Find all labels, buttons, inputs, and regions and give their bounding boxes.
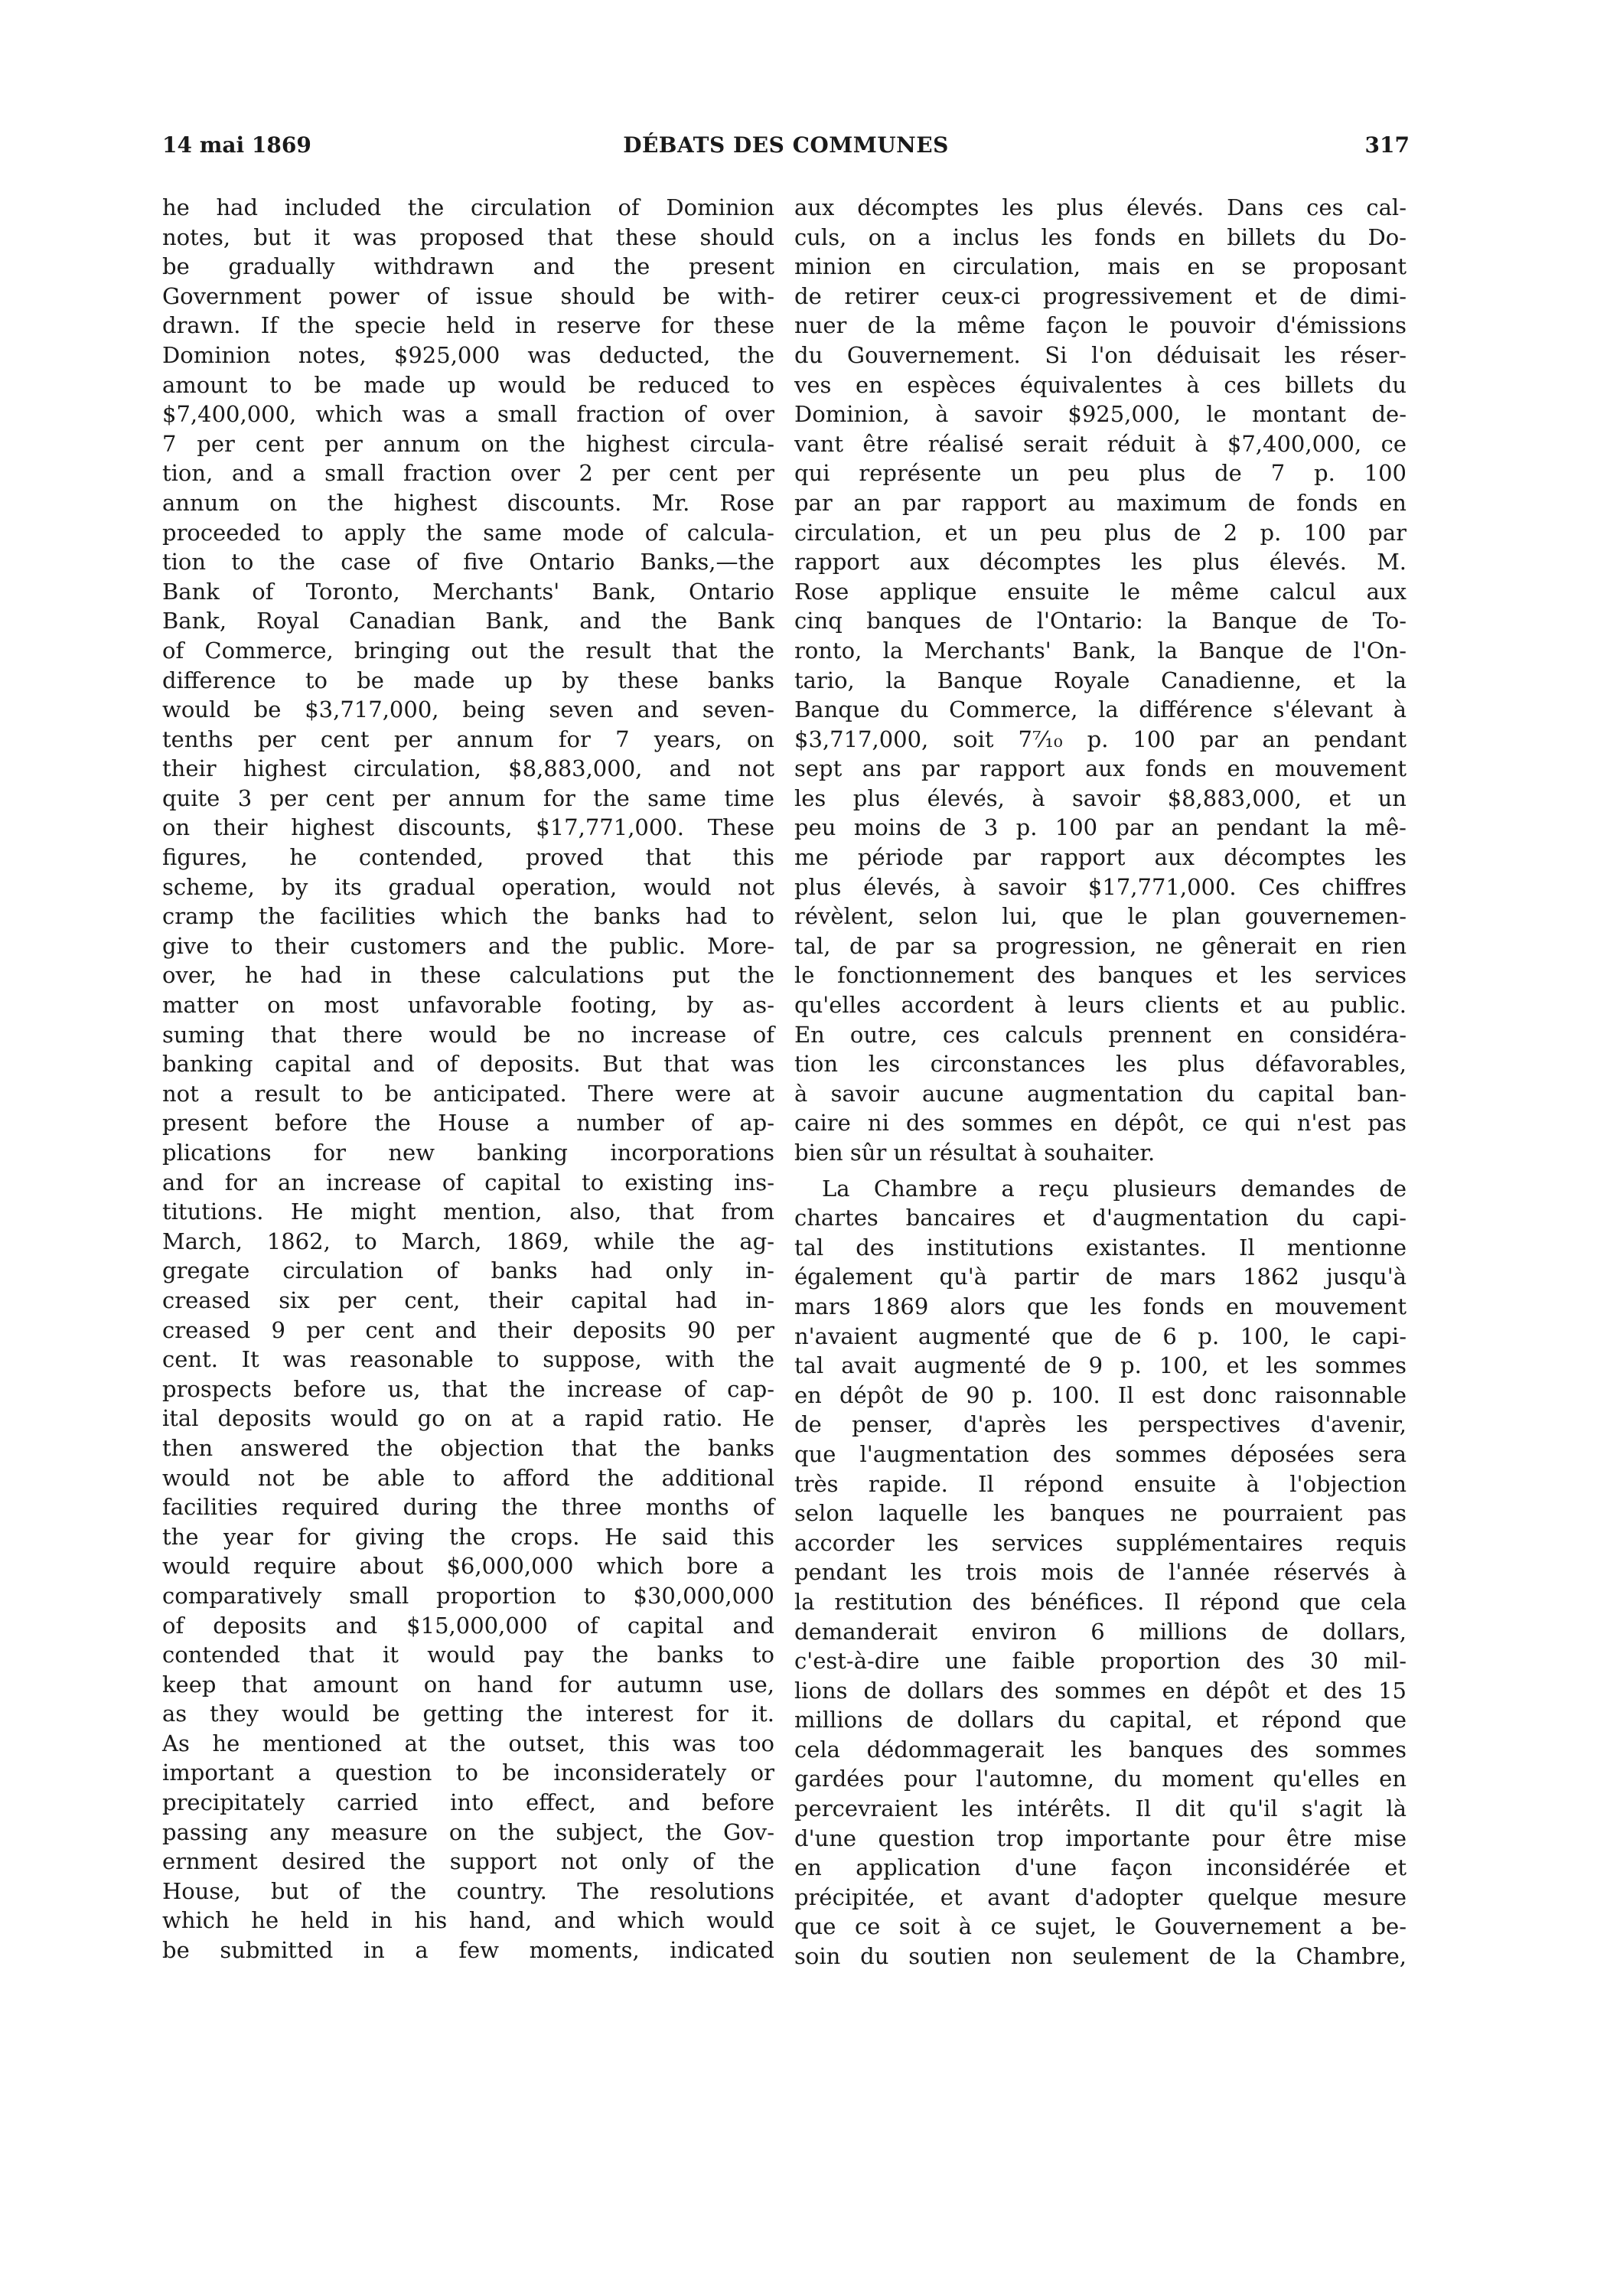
french-text-line: les plus élevés, à savoir $8,883,000, et un bbox=[794, 784, 1407, 811]
english-text-line: passing any measure on the subject, the Gov- bbox=[162, 1818, 774, 1845]
english-text-line: notes, but it was proposed that these should bbox=[162, 223, 774, 250]
english-text-line: would require about $6,000,000 which bore a bbox=[162, 1553, 774, 1580]
english-text-line: as they would be getting the interest for it. bbox=[162, 1701, 774, 1727]
french-text-line: $3,717,000, soit 7⁷⁄₁₀ p. 100 par an pendant bbox=[794, 726, 1407, 752]
french-text-line: la restitution des bénéfices. Il répond que cela bbox=[794, 1588, 1407, 1615]
french-text-line: ronto, la Merchants' Bank, la Banque de l'On- bbox=[794, 637, 1407, 664]
english-text-line: of deposits and $15,000,000 of capital and bbox=[162, 1612, 774, 1639]
english-text-line: Dominion notes, $925,000 was deducted, the bbox=[162, 341, 774, 368]
french-text-line: le fonctionnement des banques et les services bbox=[794, 962, 1407, 989]
english-text-line: banking capital and of deposits. But that was bbox=[162, 1051, 774, 1078]
english-text-line: comparatively small proportion to $30,000,000 bbox=[162, 1582, 774, 1609]
english-text-line: tenths per cent per annum for 7 years, on bbox=[162, 726, 774, 752]
french-text-line: soin du soutien non seulement de la Chambre, bbox=[794, 1943, 1407, 1970]
english-text-line: Bank, Royal Canadian Bank, and the Bank bbox=[162, 608, 774, 634]
english-text-line: titutions. He might mention, also, that from bbox=[162, 1199, 774, 1225]
english-text-line: of Commerce, bringing out the result that the bbox=[162, 637, 774, 664]
french-text-line: que l'augmentation des sommes déposées sera bbox=[794, 1440, 1407, 1467]
english-text-line: and for an increase of capital to existing ins- bbox=[162, 1169, 774, 1195]
french-text-line: aux décomptes les plus élevés. Dans ces cal- bbox=[794, 194, 1407, 220]
french-text-line: percevraient les intérêts. Il dit qu'il s'agit là bbox=[794, 1795, 1407, 1822]
english-text-line: 7 per cent per annum on the highest circula- bbox=[162, 430, 774, 457]
english-text-line: Bank of Toronto, Merchants' Bank, Ontario bbox=[162, 578, 774, 605]
page-date: 14 mai 1869 bbox=[162, 132, 311, 158]
english-text-line: which he held in his hand, and which would bbox=[162, 1907, 774, 1934]
french-text-line: du Gouvernement. Si l'on déduisait les réser- bbox=[794, 341, 1407, 368]
english-text-line: scheme, by its gradual operation, would not bbox=[162, 873, 774, 900]
french-text-line: précipitée, et avant d'adopter quelque mesure bbox=[794, 1883, 1407, 1910]
page-number: 317 bbox=[1364, 132, 1410, 158]
english-text-line: cent. It was reasonable to suppose, with the bbox=[162, 1346, 774, 1373]
french-text-line: sept ans par rapport aux fonds en mouvement bbox=[794, 755, 1407, 782]
english-text-line: prospects before us, that the increase of cap- bbox=[162, 1375, 774, 1402]
english-text-line: suming that there would be no increase of bbox=[162, 1021, 774, 1048]
english-text-line: contended that it would pay the banks to bbox=[162, 1642, 774, 1668]
french-text-line: peu moins de 3 p. 100 par an pendant la mê- bbox=[794, 814, 1407, 841]
french-text-line: tal des institutions existantes. Il mentionne bbox=[794, 1234, 1407, 1261]
english-text-line: tion, and a small fraction over 2 per cent per bbox=[162, 460, 774, 487]
english-text-line: over, he had in these calculations put the bbox=[162, 962, 774, 989]
english-text-line: give to their customers and the public. More- bbox=[162, 932, 774, 959]
french-text-line: caire ni des sommes en dépôt, ce qui n'est pas bbox=[794, 1110, 1407, 1137]
english-text-line: creased 9 per cent and their deposits 90 per bbox=[162, 1316, 774, 1343]
french-text-line: gardées pour l'automne, du moment qu'elles en bbox=[794, 1766, 1407, 1792]
french-text-line: plus élevés, à savoir $17,771,000. Ces chiffres bbox=[794, 873, 1407, 900]
french-text-line: également qu'à partir de mars 1862 jusqu'à bbox=[794, 1264, 1407, 1290]
english-text-line: plications for new banking incorporations bbox=[162, 1140, 774, 1166]
english-text-line: ernment desired the support not only of the bbox=[162, 1848, 774, 1875]
french-text-line: à savoir aucune augmentation du capital ban- bbox=[794, 1080, 1407, 1107]
french-text-line: par an par rapport au maximum de fonds en bbox=[794, 489, 1407, 516]
french-text-line: qui représente un peu plus de 7 p. 100 bbox=[794, 460, 1407, 487]
english-text-line: amount to be made up would be reduced to bbox=[162, 371, 774, 398]
french-text-line: très rapide. Il répond ensuite à l'objection bbox=[794, 1470, 1407, 1497]
english-text-line: tion to the case of five Ontario Banks,—the bbox=[162, 549, 774, 576]
french-text-line: de retirer ceux-ci progressivement et de dimi- bbox=[794, 282, 1407, 309]
english-column bbox=[162, 193, 774, 1965]
english-text-line: drawn. If the specie held in reserve for these bbox=[162, 312, 774, 339]
english-text-line: important a question to be inconsiderately or bbox=[162, 1760, 774, 1786]
english-text-line: then answered the objection that the banks bbox=[162, 1434, 774, 1461]
french-text-line: Banque du Commerce, la différence s'élevant à bbox=[794, 696, 1407, 723]
english-text-line: gregate circulation of banks had only in- bbox=[162, 1257, 774, 1284]
paragraph-gap bbox=[794, 1168, 1407, 1174]
french-text-line: qu'elles accordent à leurs clients et au public. bbox=[794, 992, 1407, 1019]
french-text-line: en dépôt de 90 p. 100. Il est donc raisonnable bbox=[794, 1381, 1407, 1408]
french-text-line: en application d'une façon inconsidérée et bbox=[794, 1854, 1407, 1881]
french-text-line: lions de dollars des sommes en dépôt et des 15 bbox=[794, 1677, 1407, 1704]
french-text-line: bien sûr un résultat à souhaiter. bbox=[794, 1140, 1156, 1166]
french-text-line: que ce soit à ce sujet, le Gouvernement a be- bbox=[794, 1913, 1407, 1940]
french-text-line: vant être réalisé serait réduit à $7,400,000, ce bbox=[794, 430, 1407, 457]
french-text-line: tal avait augmenté de 9 p. 100, et les sommes bbox=[794, 1352, 1407, 1379]
french-text-line: Dominion, à savoir $925,000, le montant de- bbox=[794, 401, 1407, 428]
page-header bbox=[162, 130, 1410, 168]
english-text-line: keep that amount on hand for autumn use, bbox=[162, 1671, 774, 1698]
english-text-line: proceeded to apply the same mode of calcula- bbox=[162, 519, 774, 546]
english-text-line: As he mentioned at the outset, this was too bbox=[162, 1730, 774, 1756]
english-text-line: creased six per cent, their capital had in- bbox=[162, 1287, 774, 1313]
english-text-line: their highest circulation, $8,883,000, and not bbox=[162, 755, 774, 782]
english-text-line: difference to be made up by these banks bbox=[162, 667, 774, 693]
french-text-line: cela dédommagerait les banques des sommes bbox=[794, 1736, 1407, 1763]
english-text-line: be gradually withdrawn and the present bbox=[162, 253, 774, 280]
french-text-line: nuer de la même façon le pouvoir d'émissions bbox=[794, 312, 1407, 339]
french-text-line: Rose applique ensuite le même calcul aux bbox=[794, 578, 1407, 605]
page-running-title: DÉBATS DES COMMUNES bbox=[623, 132, 949, 158]
english-text-line: House, but of the country. The resolutions bbox=[162, 1877, 774, 1904]
french-text-line: c'est-à-dire une faible proportion des 30 mil- bbox=[794, 1648, 1407, 1675]
english-text-line: the year for giving the crops. He said this bbox=[162, 1523, 774, 1550]
french-text-line: cinq banques de l'Ontario: la Banque de To- bbox=[794, 608, 1407, 634]
french-text-line: tion les circonstances les plus défavorables, bbox=[794, 1051, 1407, 1078]
french-text-line: minion en circulation, mais en se proposant bbox=[794, 253, 1407, 280]
english-text-line: Government power of issue should be with- bbox=[162, 282, 774, 309]
french-text-line: me période par rapport aux décomptes les bbox=[794, 844, 1407, 871]
english-text-line: matter on most unfavorable footing, by as- bbox=[162, 992, 774, 1019]
french-text-line: En outre, ces calculs prennent en considéra- bbox=[794, 1021, 1407, 1048]
french-text-line: tario, la Banque Royale Canadienne, et la bbox=[794, 667, 1407, 693]
french-text-line: millions de dollars du capital, et répond que bbox=[794, 1707, 1407, 1733]
french-text-line: révèlent, selon lui, que le plan gouvernemen- bbox=[794, 903, 1407, 930]
french-text-line: chartes bancaires et d'augmentation du capi- bbox=[794, 1205, 1407, 1231]
french-text-line: demanderait environ 6 millions de dollars, bbox=[794, 1618, 1407, 1645]
english-text-line: not a result to be anticipated. There were at bbox=[162, 1080, 774, 1107]
french-text-line: rapport aux décomptes les plus élevés. M. bbox=[794, 549, 1407, 576]
french-text-line: selon laquelle les banques ne pourraient pas bbox=[794, 1500, 1407, 1527]
english-text-line: March, 1862, to March, 1869, while the ag- bbox=[162, 1228, 774, 1254]
french-text-line: pendant les trois mois de l'année réservés à bbox=[794, 1559, 1407, 1586]
english-text-line: facilities required during the three months of bbox=[162, 1494, 774, 1521]
english-text-line: cramp the facilities which the banks had to bbox=[162, 903, 774, 930]
french-text-line: mars 1869 alors que les fonds en mouvement bbox=[794, 1293, 1407, 1319]
french-text-line: de penser, d'après les perspectives d'avenir, bbox=[794, 1411, 1407, 1438]
french-text-line: culs, on a inclus les fonds en billets du Do- bbox=[794, 223, 1407, 250]
english-text-line: precipitately carried into effect, and before bbox=[162, 1789, 774, 1816]
french-text-line: La Chambre a reçu plusieurs demandes de bbox=[822, 1175, 1407, 1202]
english-text-line: would not be able to afford the additional bbox=[162, 1464, 774, 1491]
french-text-line: circulation, et un peu plus de 2 p. 100 par bbox=[794, 519, 1407, 546]
english-text-line: figures, he contended, proved that this bbox=[162, 844, 774, 871]
french-text-line: d'une question trop importante pour être mise bbox=[794, 1825, 1407, 1851]
english-text-line: ital deposits would go on at a rapid ratio. He bbox=[162, 1405, 774, 1432]
french-text-line: accorder les services supplémentaires requis bbox=[794, 1529, 1407, 1556]
french-text-line: n'avaient augmenté que de 6 p. 100, le capi- bbox=[794, 1322, 1407, 1349]
french-column bbox=[794, 193, 1407, 1971]
english-text-line: annum on the highest discounts. Mr. Rose bbox=[162, 489, 774, 516]
english-text-line: he had included the circulation of Dominion bbox=[162, 194, 774, 220]
english-text-line: quite 3 per cent per annum for the same time bbox=[162, 784, 774, 811]
english-text-line: present before the House a number of ap- bbox=[162, 1110, 774, 1137]
english-text-line: be submitted in a few moments, indicated bbox=[162, 1937, 774, 1964]
english-text-line: on their highest discounts, $17,771,000. These bbox=[162, 814, 774, 841]
french-text-line: tal, de par sa progression, ne gênerait en rien bbox=[794, 932, 1407, 959]
french-text-line: ves en espèces équivalentes à ces billets du bbox=[794, 371, 1407, 398]
english-text-line: $7,400,000, which was a small fraction of over bbox=[162, 401, 774, 428]
english-text-line: would be $3,717,000, being seven and seven- bbox=[162, 696, 774, 723]
